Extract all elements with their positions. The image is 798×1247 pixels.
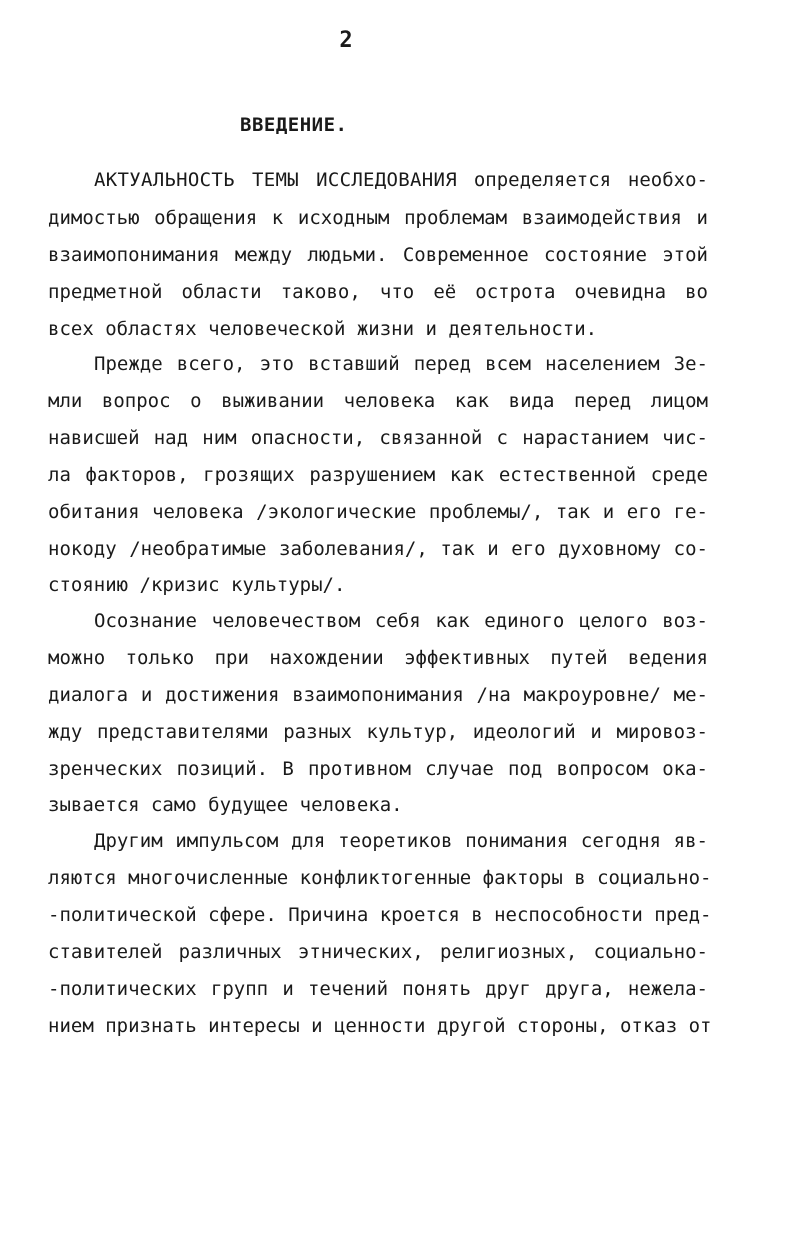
page-number: 2 [339, 28, 353, 53]
paragraph-4-line-5: -политических групп и течений понять друг друга, нежела- [48, 978, 708, 1000]
paragraph-2-line-1: Прежде всего, это вставший перед всем населением Зе- [94, 353, 708, 375]
paragraph-2-line-4: ла факторов, грозящих разрушением как естественной среде [48, 464, 708, 486]
paragraph-2-line-5: обитания человека /экологические проблемы/, так и его ге- [48, 501, 708, 523]
paragraph-2-line-2: мли вопрос о выживании человека как вида перед лицом [48, 390, 708, 412]
paragraph-4-line-1: Другим импульсом для теоретиков понимания сегодня яв- [94, 830, 708, 852]
section-heading: ВВЕДЕНИЕ. [240, 114, 348, 136]
paragraph-1-line-1-text: определяется необхо- [473, 169, 708, 191]
paragraph-3-line-2: можно только при нахождении эффективных путей ведения [48, 647, 708, 669]
paragraph-3-line-1: Осознание человечеством себя как единого целого воз- [94, 610, 708, 632]
paragraph-1-lead: АКТУАЛЬНОСТЬ ТЕМЫ ИССЛЕДОВАНИЯ [94, 169, 457, 191]
paragraph-3-line-6: зывается само будущее человека. [48, 794, 403, 816]
paragraph-2-line-6: нокоду /необратимые заболевания/, так и его духовному со- [48, 538, 708, 560]
paragraph-4-line-4: ставителей различных этнических, религиозных, социально- [48, 941, 708, 963]
paragraph-1-line-5: всех областях человеческой жизни и деятельности. [48, 318, 598, 340]
paragraph-1-line-3: взаимопонимания между людьми. Современное состояние этой [48, 244, 708, 266]
paragraph-3-line-3: диалога и достижения взаимопонимания /на макроуровне/ ме- [48, 684, 708, 706]
paragraph-4-line-6: нием признать интересы и ценности другой стороны, отказ от [48, 1015, 712, 1037]
paragraph-4-line-2: ляются многочисленные конфликтогенные факторы в социально- [48, 867, 712, 889]
paragraph-2-line-7: стоянию /кризис культуры/. [48, 574, 346, 596]
paragraph-2-line-3: нависшей над ним опасности, связанной с нарастанием чис- [48, 427, 708, 449]
paragraph-1-line-1 [94, 168, 708, 192]
paragraph-3-line-4: жду представителями разных культур, идеологий и мировоз- [48, 721, 708, 743]
paragraph-1-line-4: предметной области таково, что её острота очевидна во [48, 281, 708, 303]
paragraph-3-line-5: зренческих позиций. В противном случае под вопросом ока- [48, 758, 708, 780]
paragraph-4-line-3: -политической сфере. Причина кроется в неспособности пред- [48, 904, 712, 926]
paragraph-1-line-2: димостью обращения к исходным проблемам взаимодействия и [48, 207, 708, 229]
